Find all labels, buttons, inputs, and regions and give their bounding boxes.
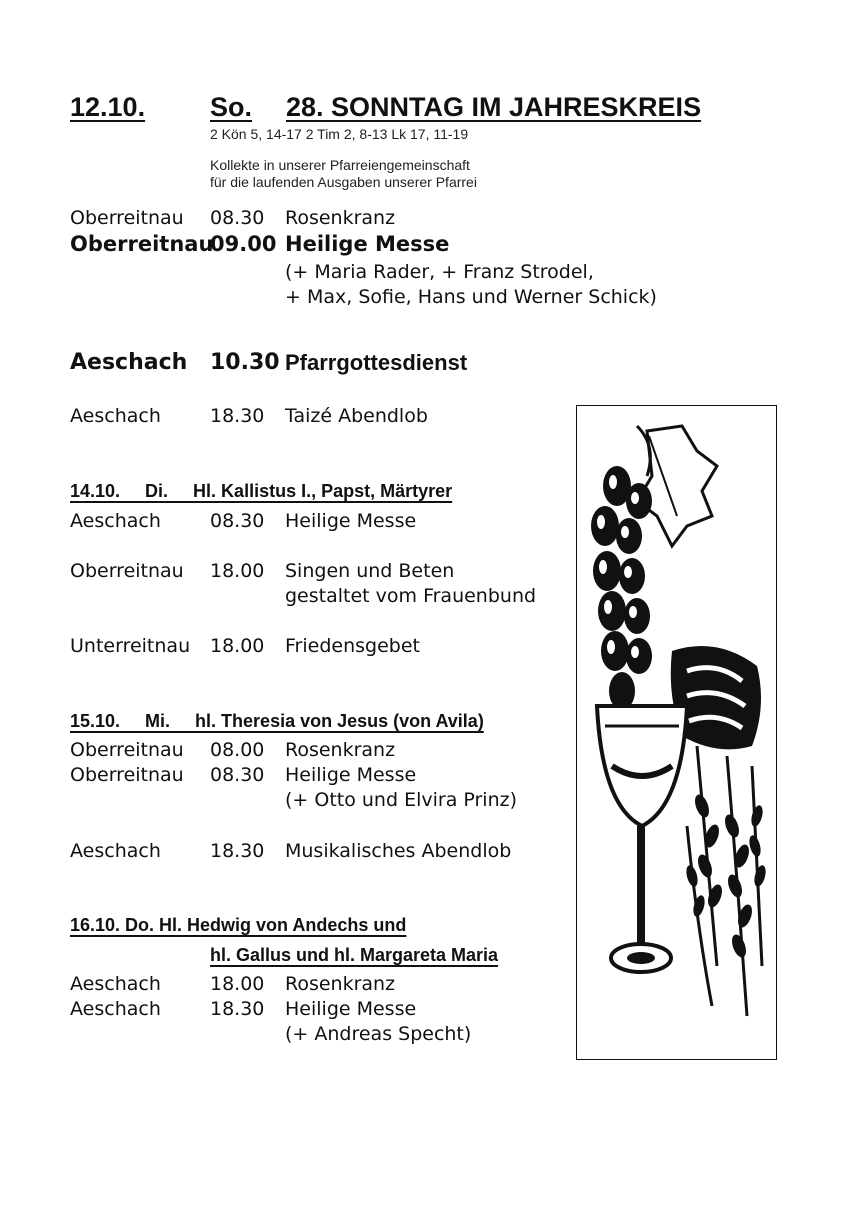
wednesday-heading: 15.10. Mi. hl. Theresia von Jesus (von Avila) — [70, 711, 484, 731]
event-place: Oberreitnau — [70, 207, 184, 229]
collection-line-1: Kollekte in unserer Pfarreiengemeinschaft — [210, 157, 470, 173]
event-time: 10.30 — [210, 350, 280, 375]
event-place: Aeschach — [70, 405, 161, 427]
event-place: Aeschach — [70, 510, 161, 532]
event-title: Heilige Messe — [285, 998, 417, 1020]
event-title: Rosenkranz — [285, 973, 396, 995]
event-place: Aeschach — [70, 973, 161, 995]
event-place: Aeschach — [70, 350, 188, 375]
event-time: 18.00 — [210, 973, 265, 995]
eucharist-illustration — [577, 406, 775, 1058]
event-time: 18.30 — [210, 840, 265, 862]
event-time: 18.30 — [210, 998, 265, 1020]
illustration-frame — [576, 405, 777, 1060]
event-place: Aeschach — [70, 840, 161, 862]
event-title: Heilige Messe — [285, 232, 450, 256]
event-title: Heilige Messe — [285, 510, 417, 532]
thursday-heading-2: hl. Gallus und hl. Margareta Maria — [210, 945, 499, 965]
event-time: 18.00 — [210, 560, 265, 582]
sunday-weekday: So. — [210, 92, 253, 122]
event-time: 08.30 — [210, 764, 265, 786]
event-title: Heilige Messe — [285, 764, 417, 786]
event-time: 08.30 — [210, 207, 265, 229]
event-time: 18.00 — [210, 635, 265, 657]
event-place: Unterreitnau — [70, 635, 191, 657]
sunday-date: 12.10. — [70, 92, 146, 122]
event-place: Oberreitnau — [70, 560, 184, 582]
event-title: Rosenkranz — [285, 207, 396, 229]
sunday-readings: 2 Kön 5, 14-17 2 Tim 2, 8-13 Lk 17, 11-19 — [210, 126, 469, 142]
event-title: Taizé Abendlob — [285, 405, 428, 427]
event-place: Oberreitnau — [70, 764, 184, 786]
event-time: 08.30 — [210, 510, 265, 532]
sunday-title: 28. SONNTAG IM JAHRESKREIS — [286, 92, 702, 122]
wheat-icon — [687, 746, 762, 1016]
event-place: Aeschach — [70, 998, 161, 1020]
event-time: 18.30 — [210, 405, 265, 427]
event-note: (+ Otto und Elvira Prinz) — [285, 789, 518, 811]
event-time: 08.00 — [210, 739, 265, 761]
collection-line-2: für die laufenden Ausgaben unserer Pfarrei — [210, 174, 477, 190]
event-title: Friedensgebet — [285, 635, 420, 657]
event-time: 09.00 — [210, 232, 277, 256]
grapes-icon — [591, 466, 652, 710]
event-title: Musikalisches Abendlob — [285, 840, 512, 862]
thursday-heading-1: 16.10. Do. Hl. Hedwig von Andechs und — [70, 915, 407, 935]
tuesday-heading: 14.10. Di. Hl. Kallistus I., Papst, Märtyrer — [70, 481, 453, 501]
event-note: + Max, Sofie, Hans und Werner Schick) — [285, 286, 657, 308]
event-title: Rosenkranz — [285, 739, 396, 761]
event-note: (+ Andreas Specht) — [285, 1023, 472, 1045]
chalice-icon — [597, 706, 687, 972]
event-title: Pfarrgottesdienst — [285, 350, 468, 375]
event-title: Singen und Beten — [285, 560, 455, 582]
event-note: gestaltet vom Frauenbund — [285, 585, 537, 607]
event-place: Oberreitnau — [70, 739, 184, 761]
event-place: Oberreitnau — [70, 232, 214, 256]
event-note: (+ Maria Rader, + Franz Strodel, — [285, 261, 594, 283]
